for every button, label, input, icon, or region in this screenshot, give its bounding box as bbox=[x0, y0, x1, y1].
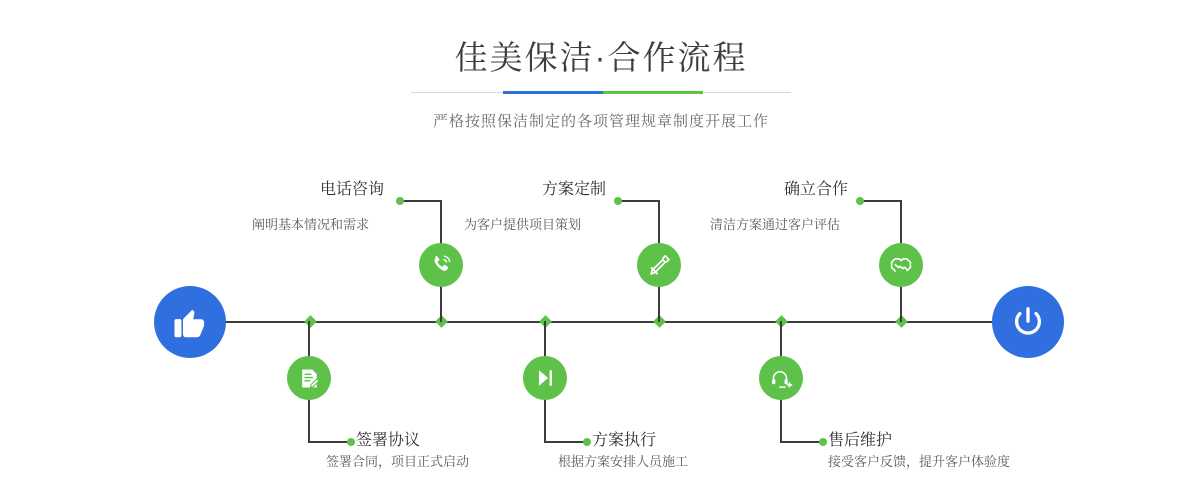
timeline-end-node bbox=[992, 286, 1064, 358]
connector-dot-step-2 bbox=[347, 438, 355, 446]
axis-marker-1 bbox=[304, 315, 317, 328]
step-title-2: 签署协议 bbox=[356, 432, 421, 449]
connector-step-4-horizontal bbox=[544, 441, 586, 443]
play-forward-icon bbox=[534, 367, 556, 389]
connector-dot-step-5 bbox=[856, 197, 864, 205]
step-desc-1: 阐明基本情况和需求 bbox=[252, 217, 370, 232]
divider-accent-green bbox=[603, 91, 703, 94]
page-title: 佳美保洁·合作流程 bbox=[454, 39, 748, 76]
document-pen-icon bbox=[298, 367, 321, 390]
step-desc-2: 签署合同，项目正式启动 bbox=[326, 454, 470, 469]
pencil-ruler-icon bbox=[648, 254, 671, 277]
phone-ring-icon bbox=[429, 253, 453, 277]
step-node-5 bbox=[879, 243, 923, 287]
handshake-icon bbox=[889, 253, 913, 277]
connector-step-5-horizontal bbox=[860, 200, 902, 202]
headset-support-icon bbox=[770, 367, 793, 390]
power-icon bbox=[1010, 304, 1046, 340]
step-node-3 bbox=[637, 243, 681, 287]
timeline-start-node bbox=[154, 286, 226, 358]
step-title-3: 方案定制 bbox=[542, 181, 607, 198]
connector-step-2-horizontal bbox=[308, 441, 350, 443]
page-subtitle: 严格按照保洁制定的各项管理规章制度开展工作 bbox=[432, 113, 769, 130]
header bbox=[0, 0, 1202, 131]
connector-dot-step-1 bbox=[396, 197, 404, 205]
connector-dot-step-3 bbox=[614, 197, 622, 205]
thumbs-up-icon bbox=[171, 303, 209, 341]
title-divider bbox=[411, 91, 791, 94]
connector-dot-step-4 bbox=[583, 438, 591, 446]
divider-accent-blue bbox=[503, 91, 603, 94]
step-title-6: 售后维护 bbox=[828, 432, 893, 449]
step-node-4 bbox=[523, 356, 567, 400]
step-title-4: 方案执行 bbox=[592, 432, 657, 449]
connector-step-3-horizontal bbox=[618, 200, 660, 202]
step-desc-4: 根据方案安排人员施工 bbox=[558, 454, 689, 469]
step-desc-6: 接受客户反馈，提升客户体验度 bbox=[828, 454, 1011, 469]
step-node-2 bbox=[287, 356, 331, 400]
connector-step-6-horizontal bbox=[780, 441, 822, 443]
step-title-1: 电话咨询 bbox=[320, 181, 385, 198]
step-desc-3: 为客户提供项目策划 bbox=[464, 217, 582, 232]
step-desc-5: 清洁方案通过客户评估 bbox=[710, 217, 841, 232]
step-node-1 bbox=[419, 243, 463, 287]
connector-dot-step-6 bbox=[819, 438, 827, 446]
step-title-5: 确立合作 bbox=[784, 181, 849, 198]
step-node-6 bbox=[759, 356, 803, 400]
connector-step-1-horizontal bbox=[400, 200, 442, 202]
